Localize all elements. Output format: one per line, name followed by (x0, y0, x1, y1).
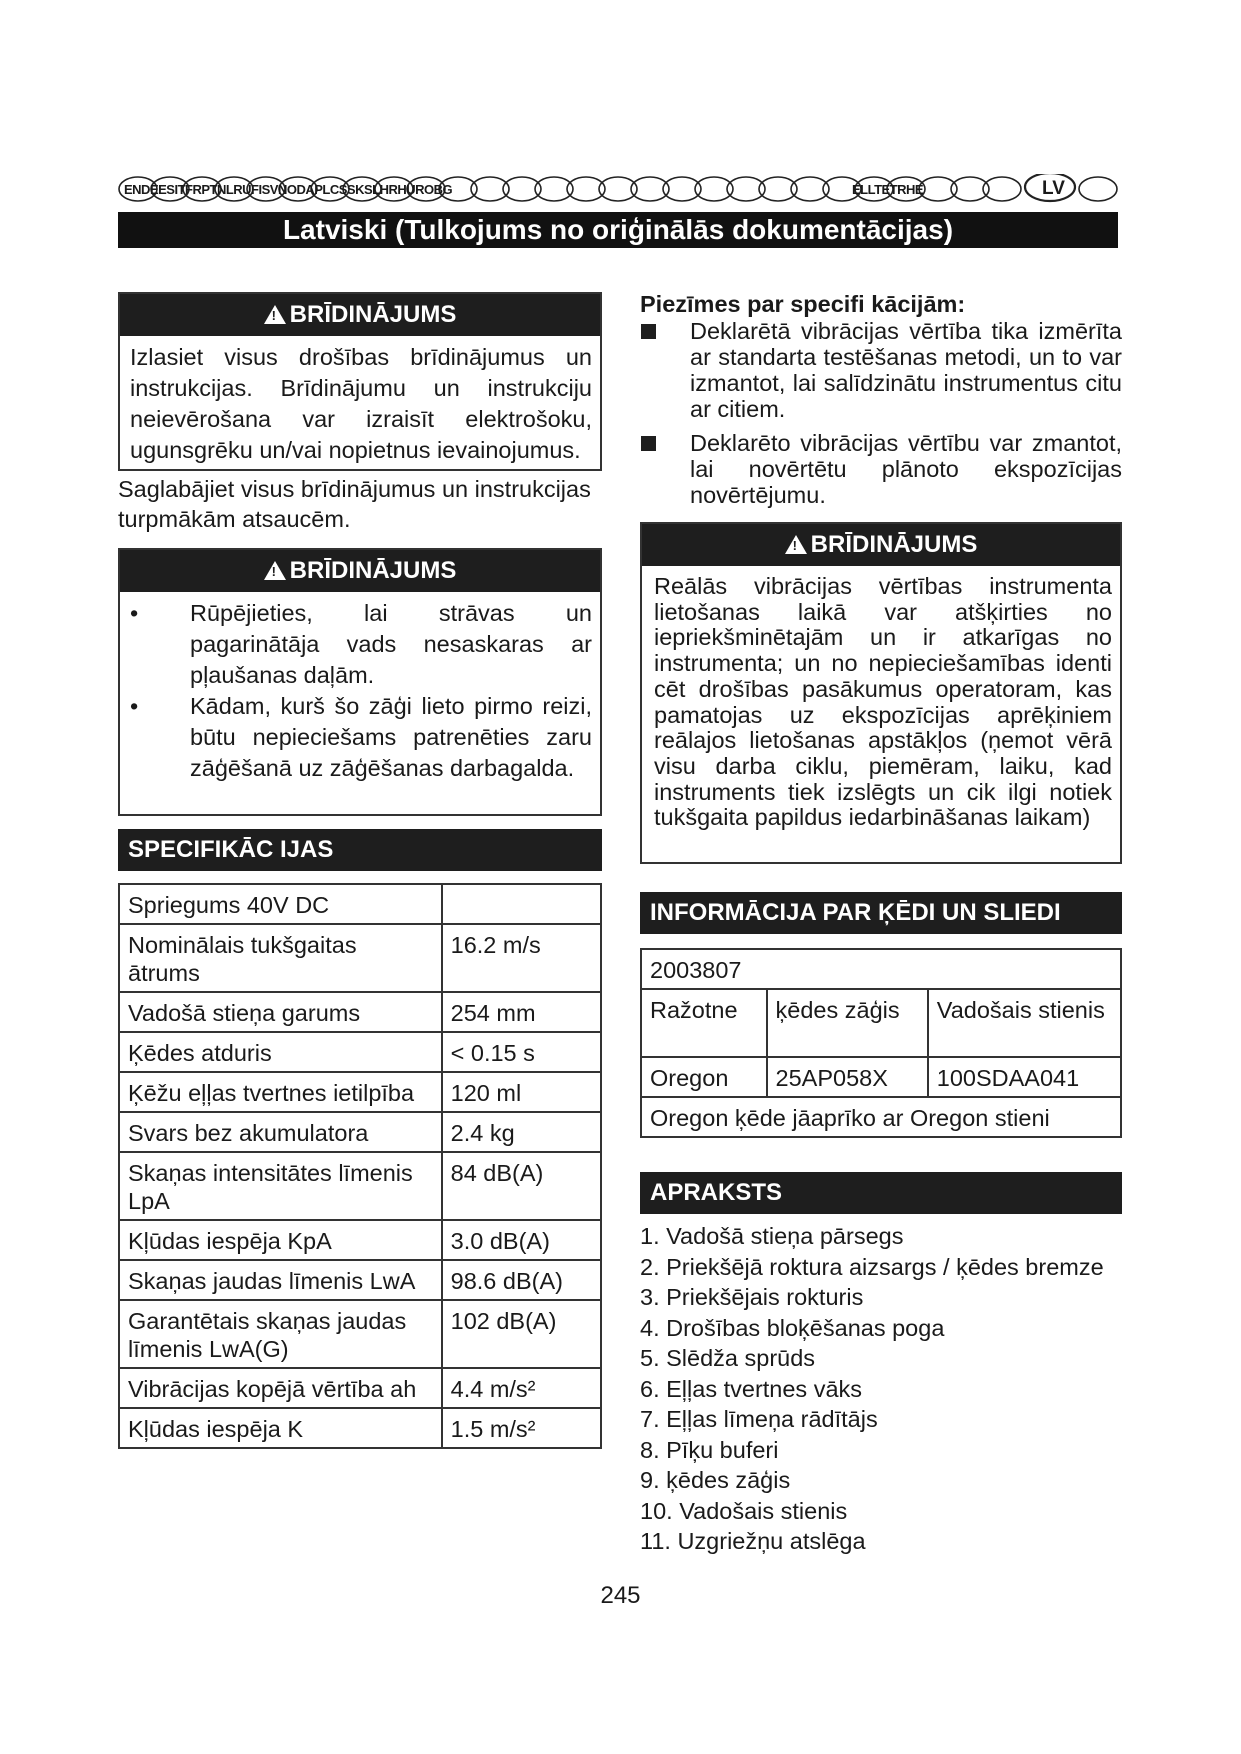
list-item: 3. Priekšējais rokturis (640, 1284, 864, 1310)
list-item: • Rūpējieties, lai strāvas un pagarinātāja vads nesaskaras ar pļaušanas daļām. (130, 600, 592, 688)
spec-value: < 0.15 s (442, 1032, 601, 1072)
table-row (119, 1112, 601, 1152)
language-codes-left[interactable]: ENDEESITFRPTNLRUFISVNODAPLCSSKSLHRHUROBG (124, 182, 453, 197)
page-title: Latviski (Tulkojums no oriģinālās dokumentācijas) (118, 212, 1118, 248)
list-item: 5. Slēdža sprūds (640, 1345, 816, 1371)
list-item: Deklarēto vibrācijas vērtību var zmantot, lai novērtētu plānoto ekspozīcijas novērtējumu. (640, 430, 1122, 508)
spec-label: Nominālais tukšgaitas ātrums (119, 924, 442, 992)
warning-icon: ! (785, 535, 807, 554)
warning-list (120, 592, 600, 790)
warning-heading: BRĪDINĀJUMS (289, 301, 457, 328)
spec-value: 3.0 dB(A) (442, 1220, 601, 1260)
table-cell: 100SDAA041 (928, 1057, 1121, 1097)
list-item: 2. Priekšējā roktura aizsargs / ķēdes bremze (640, 1253, 1104, 1280)
table-header-cell: Ražotne (641, 989, 767, 1057)
spec-notes (640, 290, 1122, 508)
warning-icon: ! (264, 305, 286, 324)
spec-value: 4.4 m/s² (442, 1368, 601, 1408)
list-item: 11. Uzgriežņu atslēga (640, 1528, 866, 1554)
save-instructions-note: Saglabājiet visus brīdinājumus un instrukcijas turpmākām atsaucēm. (118, 476, 591, 532)
list-item: 10. Vadošais stienis (640, 1497, 848, 1524)
table-row (119, 1152, 601, 1220)
table-row (119, 992, 601, 1032)
page-number: 245 (600, 1582, 641, 1609)
table-cell: Oregon (641, 1057, 767, 1097)
table-row (119, 1072, 601, 1112)
spec-label: Skaņas intensitātes līmenis LpA (119, 1152, 442, 1220)
spec-value: 2.4 kg (442, 1112, 601, 1152)
spec-value: 254 mm (442, 992, 601, 1032)
square-bullet-icon (641, 436, 656, 451)
warning-box-1 (118, 292, 602, 471)
list-item: 8. Pīķu buferi (640, 1436, 779, 1463)
specifications-table (118, 883, 602, 1449)
table-row (119, 924, 601, 992)
spec-value (442, 884, 601, 924)
spec-label: Vibrācijas kopējā vērtība ah (119, 1368, 442, 1408)
table-row (119, 1260, 601, 1300)
bullet: • (130, 600, 139, 626)
warning-header (120, 294, 600, 336)
current-language[interactable]: LV (1042, 178, 1065, 199)
square-bullet-icon (641, 324, 656, 339)
language-codes-right[interactable]: ELLTETRHE (852, 182, 924, 197)
warning-icon: ! (264, 561, 286, 580)
table-row (119, 884, 601, 924)
description-list (640, 1222, 1122, 1556)
list-item: • Kādam, kurš šo zāģi lieto pirmo reizi, būtu nepieciešams patrenēties zaru zāģēšanā uz zāģēšanas darbagalda. (130, 693, 592, 781)
list-item: 4. Drošības bloķēšanas poga (640, 1314, 945, 1341)
compatibility-note: Oregon ķēde jāaprīko ar Oregon stieni (641, 1097, 1121, 1137)
warning-text: Reālās vibrācijas vērtības instrumenta lietošanas laikā var atšķirties no iepriekšminētajām un ir atkarīgas no instrumenta; un no nepieciešamības identi cēt drošības pasākumus operatoram, kas pamatojas uz ekspozīcijas aprēķiniem reālajos lietošanas apstākļos (ņemot vērā visu darba ciklu, piemēram, laiku, kad instruments tiek izslēgts un cik ilgi notiek tukšgaita papildus iedarbināšanas laikam) (654, 573, 1112, 831)
spec-label: Skaņas jaudas līmenis LwA (119, 1260, 442, 1300)
table-row (119, 1300, 601, 1368)
table-row (119, 1408, 601, 1448)
table-header-cell: ķēdes zāģis (767, 989, 928, 1057)
language-strip (118, 174, 1118, 204)
spec-label: Kļūdas iespēja K (119, 1408, 442, 1448)
model-number: 2003807 (641, 949, 1121, 989)
description-heading: APRAKSTS (640, 1172, 1122, 1214)
table-row (119, 1220, 601, 1260)
warning-header (642, 524, 1120, 566)
warning-heading: BRĪDINĀJUMS (289, 557, 457, 584)
chain-info-heading: INFORMĀCIJA PAR ĶĒDI UN SLIEDI (640, 892, 1122, 934)
spec-label: Vadošā stieņa garums (119, 992, 442, 1032)
spec-label: Svars bez akumulatora (119, 1112, 442, 1152)
spec-label: Spriegums 40V DC (119, 884, 442, 924)
table-row (119, 1032, 601, 1072)
chain-info-table (640, 948, 1122, 1138)
table-header-cell: Vadošais stienis (928, 989, 1121, 1057)
specifications-heading: SPECIFIKĀC IJAS (118, 829, 602, 871)
warning-heading: BRĪDINĀJUMS (810, 531, 978, 558)
spec-value: 16.2 m/s (442, 924, 601, 992)
spec-notes-heading: Piezīmes par specifi kācijām: (640, 291, 966, 317)
list-item: 6. Eļļas tvertnes vāks (640, 1375, 863, 1402)
bullet: • (130, 693, 139, 719)
list-item: 1. Vadošā stieņa pārsegs (640, 1223, 904, 1249)
spec-value: 102 dB(A) (442, 1300, 601, 1368)
table-row (119, 1368, 601, 1408)
warning-header (120, 550, 600, 592)
spec-label: Ķēžu eļļas tvertnes ietilpība (119, 1072, 442, 1112)
list-item: 9. ķēdes zāģis (640, 1467, 791, 1493)
list-item: 7. Eļļas līmeņa rādītājs (640, 1406, 878, 1432)
warning-box-3 (640, 522, 1122, 864)
spec-value: 120 ml (442, 1072, 601, 1112)
spec-label: Garantētais skaņas jaudas līmenis LwA(G) (119, 1300, 442, 1368)
warning-text: Izlasiet visus drošības brīdinājumus un instrukcijas. Brīdinājumu un instrukciju neievērošana var izraisīt elektrošoku, ugunsgrēku un/vai nopietnus ievainojumus. (130, 344, 592, 463)
table-cell: 25AP058X (767, 1057, 928, 1097)
spec-label: Kļūdas iespēja KpA (119, 1220, 442, 1260)
warning-box-2 (118, 548, 602, 816)
spec-value: 1.5 m/s² (442, 1408, 601, 1448)
spec-value: 98.6 dB(A) (442, 1260, 601, 1300)
spec-label: Ķēdes atduris (119, 1032, 442, 1072)
list-item: Deklarētā vibrācijas vērtība tika izmērīta ar standarta testēšanas metodi, un to var izmantot, lai salīdzinātu instrumentus citu ar citiem. (640, 318, 1122, 422)
spec-value: 84 dB(A) (442, 1152, 601, 1220)
